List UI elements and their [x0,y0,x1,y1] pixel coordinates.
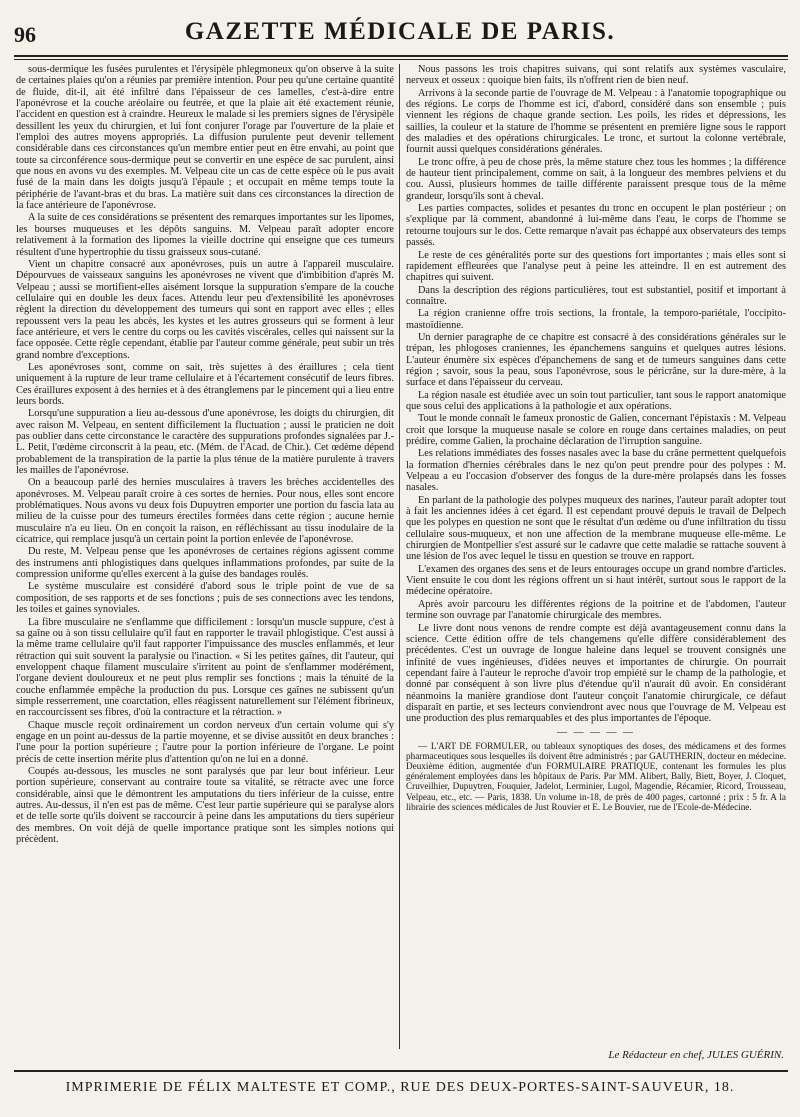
paragraph: Dans la description des régions particulières, tout est substantiel, positif et important à connaître. [406,284,786,307]
paragraph: Du reste, M. Velpeau pense que les aponévroses de certaines régions agissent comme des instrumens anti phlogistiques dans quelques inflammations profondes, par suite de la compression uniforme qu'elles exercent à la guise des bandages roulés. [16,546,394,581]
paragraph: La fibre musculaire ne s'enflamme que difficilement : lorsqu'un muscle suppure, c'est à sa gaîne ou à son tissu cellulaire qu'il faut en rapporter le travail phlogistique. C'est aussi à la même trame cellulaire qu'il faut rapporter l'impuissance des muscles enflammés, et leur rétraction qui suit souvent la paralysie ou l'inaction. « Si les petites gaînes, dit l'auteur, qui enveloppent chaque filament musculaire s'irritent au point de s'enflammer modérément, l'organe devient douloureux et ne peut plus remplir ses fonctions ; mais la ténuité de la couche enflammée empêche la production du pus. Lorsque ces gaînes ne subissent qu'un simple resserrement, une coarctation, elles réagissent naturellement sur l'élément fibrineux, en raccourcissent ses fibres, d'où la contracture et la rétraction. » [16,616,394,719]
page-number: 96 [14,22,36,47]
paragraph: Vient un chapitre consacré aux aponévroses, puis un autre à l'appareil musculaire. Dépourvues de vaisseaux sanguins les aponévroses ne vivent que d'imbibition d'après M. Velpeau ; aussi se mortifient-elles aisément lorsque la suppuration s'empare de la couche cellulaire qui en double les deux faces. Attendu leur peu d'extensibilité les aponévroses règlent la direction du développement des tumeurs qui sont en rapport avec elles ; elles repoussent vers la peau les abcès, les kystes et les autres grosseurs qui se forment à leur face antérieure, et vers le centre du corps ou les cavités viscérales, celles qui naissent sur la face opposée. Cette règle cependant, établie par l'auteur comme générale, peut subir un très grand nombre d'exceptions. [16,258,394,361]
paragraph: Coupés au-dessous, les muscles ne sont paralysés que par leur bout inférieur. Leur portion supérieure, conservant au contraire toute sa vitalité, se rétracte avec une force considérable, ainsi que le démontrent les amputations du tiers inférieur de la cuisse, entre autres. Au-dessus, il n'en est pas de même. C'est leur partie supérieure qui se paralyse alors et de telle sorte qu'ils doivent se raccourcir à peine dans les amputations du tiers supérieur des membres. On voit déjà de quelle importance pratique sont les simples notions qui précèdent. [16,765,394,846]
paragraph: Après avoir parcouru les différentes régions de la poitrine et de l'abdomen, l'auteur termine son ouvrage par l'anatomie chirurgicale des membres. [406,598,786,622]
paragraph: Chaque muscle reçoit ordinairement un cordon nerveux d'un certain volume qui s'y engage en un point au-dessus de la partie moyenne, et se divise aussitôt en deux branches : l'une pour la portion supérieure ; l'autre pour la portion inférieure de l'organe. Le point précis de cette insertion mérite plus d'attention qu'on ne lui en a donné. [16,719,394,765]
paragraph: L'examen des organes des sens et de leurs entourages occupe un grand nombre d'articles. Vient ensuite le cou dont les régions offrent un si haut intérêt, surtout sous le rapport de la médecine opératoire. [406,563,786,598]
bottom-rule [14,1070,788,1072]
paragraph: Les relations immédiates des fosses nasales avec la base du crâne permettent quelquefois la formation d'hernies cérébrales dans le nez qu'on peut prendre pour des polypes : M. Velpeau a eu l'occasion d'observer des fongus de la dure-mère prolapsés dans les fosses nasales. [406,448,786,494]
paragraph: La région nasale est étudiée avec un soin tout particulier, tant sous le rapport anatomique que sous celui des applications à la pathologie et aux opérations. [406,389,786,412]
paragraph: On a beaucoup parlé des hernies musculaires à travers les brèches accidentelles des aponévroses. M. Velpeau paraît croire à ces sortes de hernies. Pour nous, elles sont encore problématiques. Nous avons vu deux fois Dupuytren emporter une portion du fascia lata au milieu de la cuisse pour des tumeurs érectiles formées dans cette région ; aucune hernie musculaire n'a eu lieu. On en conçoit la raison, en réfléchissant au tissu inodulaire de la cicatrice, qui remplace jusqu'à un certain point la portion enlevée de l'aponévrose. [16,477,394,546]
editor-signature: Le Rédacteur en chef, JULES GUÉRIN. [608,1049,784,1061]
paragraph: Lorsqu'une suppuration a lieu au-dessous d'une aponévrose, les doigts du chirurgien, dit avec raison M. Velpeau, en sentent difficilement la fluctuation ; aussi le praticien ne doit pas oublier dans cette circonstance le caractère des suppurations profondes signalées par J.-L. Petit, l'œdème circonscrit à la peau, etc. (Mém. de l'Acad. de Chir.). Cet œdème dépend probablement de la transpiration de la partie la plus ténue de la matière purulente à travers les mailles de l'aponévrose. [16,408,394,477]
paragraph: En parlant de la pathologie des polypes muqueux des narines, l'auteur paraît adopter tout à fait les anciennes idées à cet égard. Il est cependant prouvé depuis le travail de Delpech que les polypes en question ne sont que le résultat d'un œdème ou d'une infiltration du tissu cellulaire sous-muqueux, et non une affection de la membrane muqueuse elle-même. Le chirurgien de Montpellier s'est assuré sur le cadavre que cette maladie se rattache souvent à une lésion de l'os avec lequel le tissu en question se trouve en rapport. [406,494,786,563]
paragraph: Les aponévroses sont, comme on sait, très sujettes à des éraillures ; cela tient uniquement à la rupture de leur trame cellulaire et à l'écartement consécutif de leurs fibres. Ces éraillures exposent à des hernies et à des étranglemens par le pincement qui a lieu entre leurs bords. [16,361,394,407]
masthead-title: GAZETTE MÉDICALE DE PARIS. [184,18,616,45]
top-rule-thin [14,59,788,60]
column-divider [399,64,400,1049]
book-notice: — L'ART DE FORMULER, ou tableaux synoptiques des doses, des médicamens et des formes pharmaceutiques sous lesquelles ils doivent être administrés ; par GAUTHERIN, docteur en médecine. Deuxième édition, augmentée d'un FORMULAIRE PRATIQUE, contenant les formules les plus généralement employées dans les hôpitaux de Paris. Par MM. Alibert, Bally, Biett, Boyer, J. Cloquet, Cruveilhier, Dupuytren, Fouquier, Jadelot, Lerminier, Lugol, Magendie, Récamier, Ricord, Trousseau, Velpeau, etc., etc. — Paris, 1838. Un volume in-18, de près de 400 pages, cartonné ; prix : 5 fr. A la librairie des sciences médicales de Just Rouvier et E. Le Bouvier, rue de l'Ecole-de-Médecine. [406,740,786,812]
paragraph: sous-dermique les fusées purulentes et l'érysipèle phlegmoneux qu'on observe à la suite de certaines plaies qu'on a réunies par première intention. Pour peu qu'une certaine quantité de fluide, dit-il, ait été infiltré dans l'épaisseur de ces lamelles, c'est-à-dire entre l'aponévrose et la couche aréolaire ou feutrée, et que la plaie ait été exactement réunie, l'accident en question est à craindre. Heureux le malade si les premiers signes de l'érysipèle dessillent les yeux du chirurgien, et lui font conjurer l'orage par l'ouverture de la plaie et l'emploi des autres moyens appropriés. La diffusion purulente peut devenir tellement considérable dans ces circonstances qu'un membre entier peut en être envahi, au point que toute sa circonférence sous-dermique peut se convertir en une espèce de sac purulent, ainsi que nous en avons vu des exemples. M. Velpeau cite un cas de cette espèce où le pus avait fusé de la main dans les doigts jusqu'à l'épaule ; et occupait en même temps toute la périphérie de l'avant-bras et du bras. La matière suit dans ces circonstances la direction de la face antérieure de l'aponévrose. [16,64,394,212]
paragraph: A la suite de ces considérations se présentent des remarques importantes sur les lipomes, les bourses muqueuses et les dépôts sanguins. M. Velpeau paraît adopter encore relativement à la formation des lipomes la vieille doctrine qui enseigne que ces tumeurs résultent d'une hypertrophie du tissu graisseux sous-cutané. [16,212,394,258]
left-column [16,64,394,1049]
paragraph: Le système musculaire est considéré d'abord sous le triple point de vue de sa composition, de ses rapports et de ses fonctions ; puis de ses connections avec les tendons, les toiles et gaines synoviales. [16,581,394,616]
paragraph: Un dernier paragraphe de ce chapitre est consacré à des considérations générales sur le trépan, les phlogoses craniennes, les épanchemens sanguins et quelques autres lésions. L'auteur énumère six espèces d'épanchemens de sang et de tumeurs sanguines dans cette région ; savoir, sous la peau, sous l'aponévrose, sous le péricrâne, sur la dure-mère, à la surface et dans l'épaisseur du cerveau. [406,331,786,389]
paragraph: La région cranienne offre trois sections, la frontale, la temporo-pariétale, l'occipito-mastoïdienne. [406,308,786,331]
paragraph: Tout le monde connaît le fameux pronostic de Galien, concernant l'épistaxis : M. Velpeau croit que lorsque la muqueuse nasale se colore en rouge dans certaines maladies, on peut prédire, comme Galien, la prochaine déclaration de l'irruption sanguine. [406,413,786,447]
paragraph: Le livre dont nous venons de rendre compte est déjà avantageusement connu dans la science. Cette édition offre de tels changemens qu'elle diffère considérablement des précédentes. C'est un ouvrage de longue haleine dans lequel se trouvent consignés une infinité de vues ingénieuses, d'idées neuves et importantes de chirurgie. On pourrait cependant faire à l'auteur le reproche d'avoir trop empiété sur le champ de la pathologie, et donné par conséquent à son livre plus d'étendue qu'il n'aurait dû avoir. En considérant néanmoins la manière grandiose dont l'auteur conçoit l'anatomie chirurgicale, ce défaut disparaît en partie, et ses lecteurs conviendront avec nous que l'ouvrage de M. Velpeau est une production des plus remarquables et des plus importantes de l'époque. [406,622,786,725]
section-separator: — — — — — [557,726,635,738]
paragraph: Le reste de ces généralités porte sur des questions fort importantes ; mais elles sont si rapidement effleurées que l'analyse peut à peine les atteindre. Il en est autrement des chapitres qui suivent. [406,249,786,284]
paragraph: Nous passons les trois chapitres suivans, qui sont relatifs aux systèmes vasculaire, nerveux et osseux : quoique bien faits, ils n'offrent rien de bien neuf. [406,64,786,87]
paragraph: Arrivons à la seconde partie de l'ouvrage de M. Velpeau : à l'anatomie topographique ou des régions. Le corps de l'homme est ici, d'abord, considéré dans son ensemble ; puis viennent les régions de chaque grande section. Les poils, les rides et dépressions, les saillies, la couleur et la stature de l'homme se présentent en première ligne sous le rapport des maladies et des opérations chirurgicales. Le tronc, et surtout la colonne vertébrale, fournit aussi quelques considérations générales. [406,87,786,156]
top-rule [14,55,788,57]
paragraph: Les parties compactes, solides et pesantes du tronc en occupent le plan postérieur ; on s'explique par là comment, abandonné à lui-même dans l'eau, le corps de l'homme se retourne toujours sur le dos. Cette remarque n'avait pas échappé aux observateurs des temps passés. [406,203,786,249]
paragraph: Le tronc offre, à peu de chose près, la même stature chez tous les hommes ; la différence de hauteur tient principalement, comme on sait, à la longueur des membres pelviens et du cou. Aussi, plusieurs hommes de taille différente paraissent presque tous de la même grandeur, lorsqu'ils sont à cheval. [406,156,786,202]
printer-imprint: IMPRIMERIE DE FÉLIX MALTESTE ET COMP., RUE DES DEUX-PORTES-SAINT-SAUVEUR, 18. [65,1080,735,1095]
right-column [406,64,786,1049]
